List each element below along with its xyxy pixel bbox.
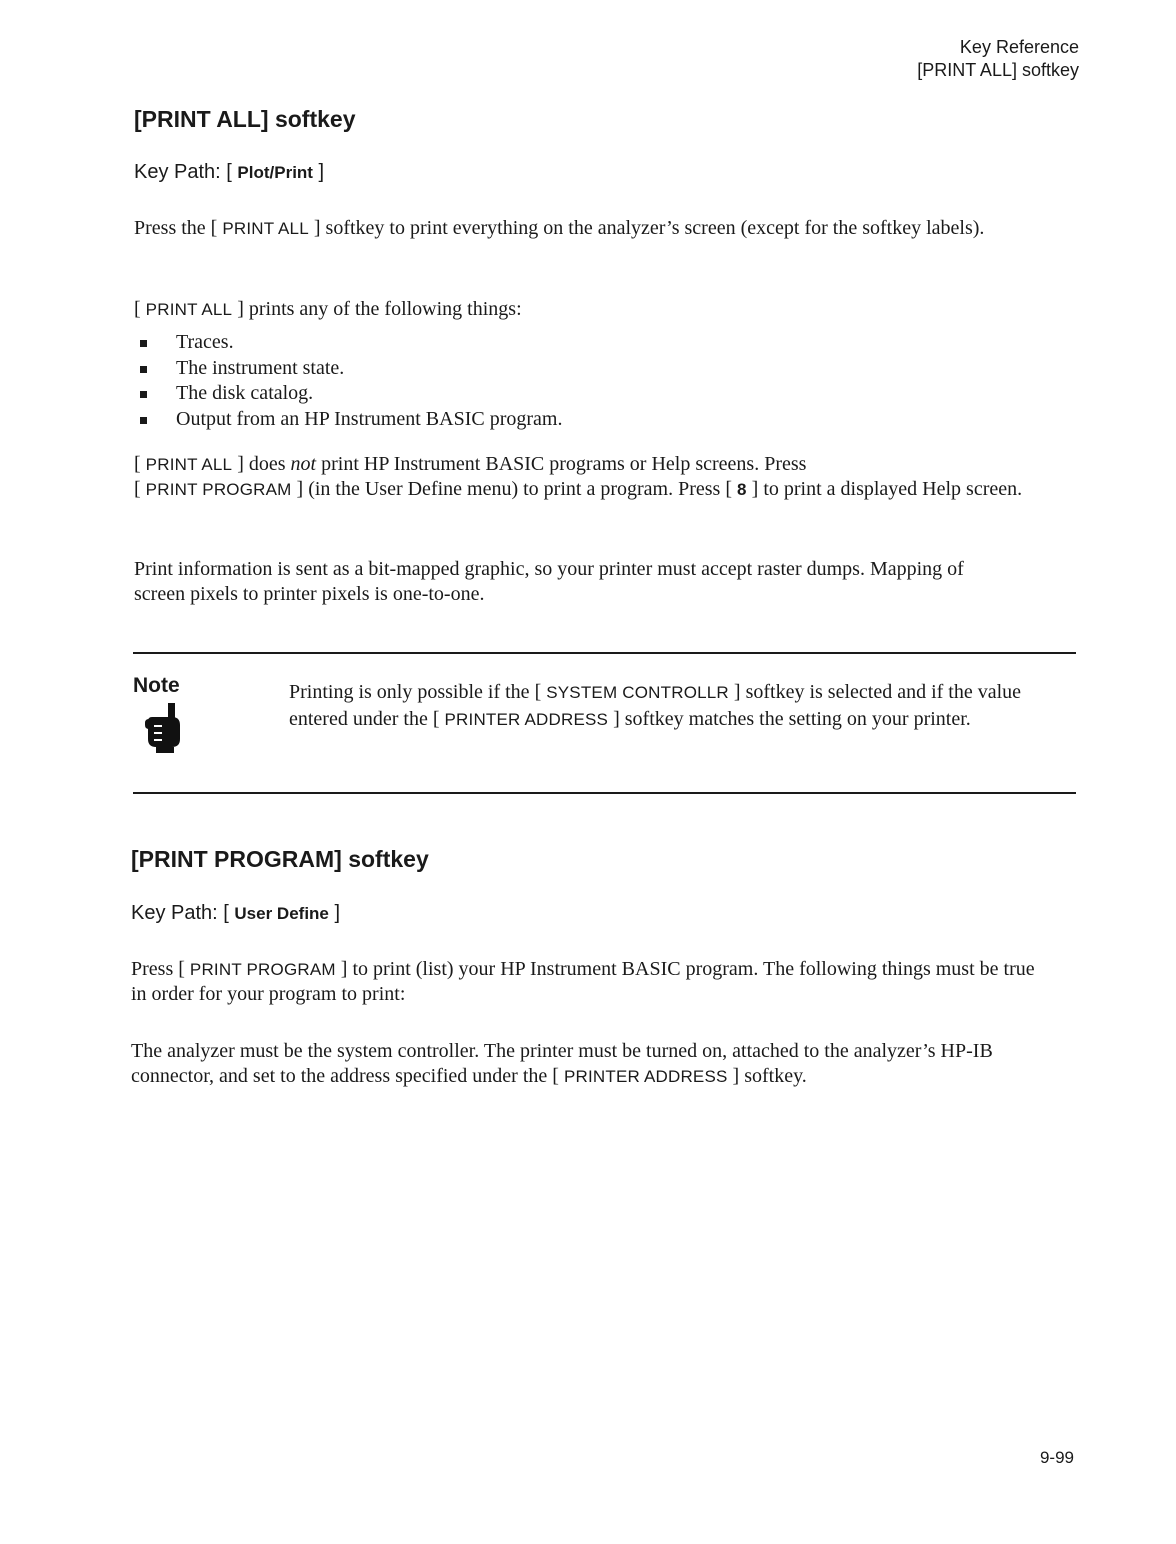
text-segment: (in the User Define menu) to print a program. Press: [308, 478, 721, 500]
page-number: 9-99: [1039, 1448, 1074, 1467]
paragraph-restriction: [ PRINT ALL ] does not print HP Instrument BASIC programs or Help screens. Press [ PRINT PROGRAM ] (in the User Define menu) to print a program. Press [ 8 ] to print a displayed Help screen.: [134, 453, 1023, 500]
list-item: [140, 407, 562, 433]
running-header-line2: [PRINT ALL] softkey: [917, 60, 1079, 80]
bullet-list: [140, 330, 562, 432]
paragraph-raster-info: Print information is sent as a bit-mapped graphic, so your printer must accept raster dumps. Mapping of screen pixels to printer pixels is one-to-one.: [134, 558, 964, 605]
bullet-marker: [140, 340, 147, 347]
list-item-text: Traces.: [176, 331, 234, 353]
key-path-print-all: [134, 161, 324, 184]
text-segment: softkey is selected and if the value entered under the: [289, 681, 1022, 730]
note-label: Note: [133, 674, 180, 697]
divider-top: [133, 652, 1076, 654]
list-item: [140, 381, 562, 407]
key-path-value: [ Plot/Print ]: [226, 161, 325, 183]
softkey-print-all: PRINT ALL: [222, 219, 309, 238]
pointing-hand-icon: [142, 703, 188, 753]
hardkey-8: 8: [736, 480, 747, 499]
text-segment: prints any of the following things:: [248, 298, 522, 320]
softkey-print-program: PRINT PROGRAM: [189, 960, 336, 979]
text-segment: softkey matches the setting on your printer.: [624, 708, 971, 730]
paragraph-requirements: The analyzer must be the system controller. The printer must be turned on, attached to the analyzer’s HP-IB connector, and set to the address specified under the [ PRINTER ADDRESS ] softkey.: [131, 1040, 993, 1087]
softkey-system-controllr: SYSTEM CONTROLLR: [546, 683, 729, 702]
key-path-label: Key Path:: [134, 161, 221, 183]
text-segment: Press the: [134, 217, 206, 239]
softkey-printer-address: PRINTER ADDRESS: [444, 710, 609, 729]
emphasis-text: not: [290, 453, 317, 475]
softkey-printer-address: PRINTER ADDRESS: [563, 1067, 728, 1086]
list-item: [140, 356, 562, 382]
running-header: [917, 36, 1079, 82]
text-segment: Printing is only possible if the: [289, 681, 530, 703]
softkey-print-program: PRINT PROGRAM: [145, 480, 292, 499]
paragraph-intro: Press the [ PRINT ALL ] softkey to print everything on the analyzer’s screen (except for the softkey labels).: [134, 217, 985, 239]
hardkey-plot-print: Plot/Print: [237, 163, 313, 182]
text-segment: to print (list) your HP Instrument BASIC program. The following things must be true in order for your program to print:: [131, 958, 1035, 1005]
text-segment: The analyzer must be the system controller. The printer must be turned on, attached to the analyzer’s HP-IB connector, and set to the address specified under the: [131, 1040, 993, 1087]
list-item: [140, 330, 562, 356]
bullet-marker: [140, 391, 147, 398]
softkey-print-all: PRINT ALL: [145, 300, 233, 319]
bullet-marker: [140, 417, 147, 424]
text-segment: print HP Instrument BASIC programs or Help screens. Press: [321, 453, 807, 475]
section-title-print-all: [PRINT ALL] softkey: [134, 106, 356, 132]
section-title-print-program: [PRINT PROGRAM] softkey: [131, 846, 429, 872]
hardkey-user-define: User Define: [234, 904, 329, 923]
bullet-marker: [140, 366, 147, 373]
paragraph-list-intro: [ PRINT ALL ] prints any of the following things:: [134, 298, 522, 320]
list-item-text: The disk catalog.: [176, 382, 314, 404]
divider-bottom: [133, 792, 1076, 794]
text-segment: softkey to print everything on the analyzer’s screen (except for the softkey labels).: [325, 217, 985, 239]
text-segment: to print a displayed Help screen.: [763, 478, 1023, 500]
list-item-text: The instrument state.: [176, 356, 345, 379]
key-path-print-program: [131, 902, 340, 925]
key-path-label: Key Path:: [131, 902, 218, 924]
running-header-line1: Key Reference: [959, 37, 1079, 57]
paragraph-print-program-intro: Press [ PRINT PROGRAM ] to print (list) your HP Instrument BASIC program. The following things must be true in order for your program to print:: [131, 958, 1035, 1005]
text-segment: softkey.: [744, 1065, 807, 1087]
softkey-print-all: PRINT ALL: [145, 455, 233, 474]
key-path-value: [ User Define ]: [223, 902, 341, 924]
text-segment: Press: [131, 958, 174, 980]
note-text: Printing is only possible if the [ SYSTEM CONTROLLR ] softkey is selected and if the value entered under the [ PRINTER ADDRESS ] softkey matches the setting on your printer.: [289, 681, 1022, 730]
list-item-text: Output from an HP Instrument BASIC program.: [176, 407, 563, 430]
text-segment: does: [248, 453, 286, 475]
